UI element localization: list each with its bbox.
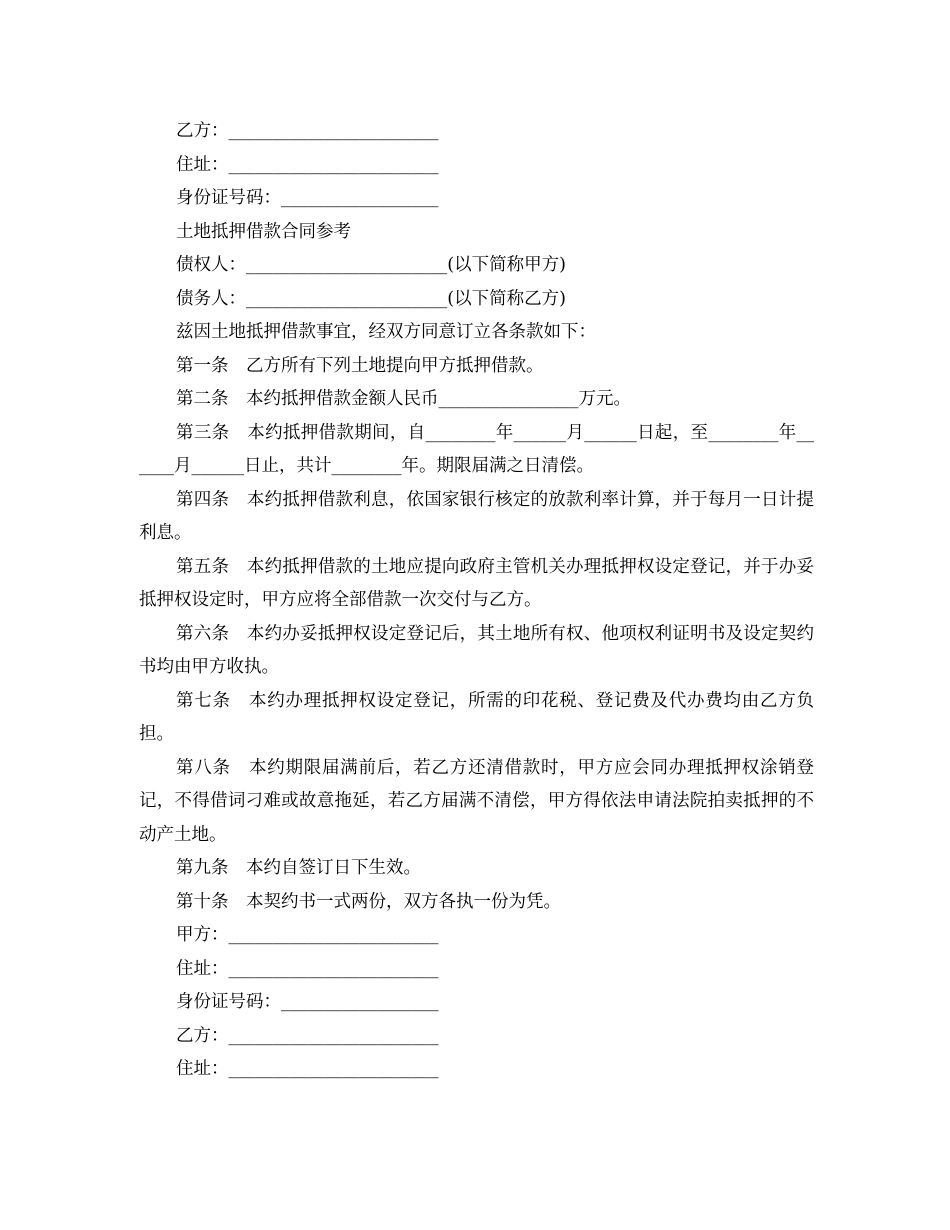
creditor-line: 债权人：_______________________(以下简称甲方) <box>176 255 566 275</box>
sign-id-number-a: 身份证号码：__________________ <box>176 992 439 1012</box>
preamble: 兹因土地抵押借款事宜，经双方同意订立各条款如下： <box>176 322 596 342</box>
sign-address-a: 住址：________________________ <box>176 958 439 979</box>
clause-4: 第四条 本约抵押借款利息，依国家银行核定的放款利率计算，并于每月一日计提利息。 <box>139 489 814 543</box>
sign-address-b: 住址：________________________ <box>176 1059 439 1079</box>
clause-10: 第十条 本契约书一式两份，双方各执一份为凭。 <box>176 891 561 912</box>
clause-5: 第五条 本约抵押借款的土地应提向政府主管机关办理抵押权设定登记，并于办妥抵押权设定时，甲方应将全部借款一次交付与乙方。 <box>139 556 814 610</box>
clause-3: 第三条 本约抵押借款期间，自________年______月______日起，至________年______月______日止，共计________年。期限届满之日清偿。 <box>139 422 814 476</box>
clause-6: 第六条 本约办妥抵押权设定登记后，其土地所有权、他项权利证明书及设定契约书均由甲方收执。 <box>139 623 814 677</box>
contract-title: 土地抵押借款合同参考 <box>176 221 351 242</box>
clause-1: 第一条 乙方所有下列土地提向甲方抵押借款。 <box>176 355 544 376</box>
clause-7: 第七条 本约办理抵押权设定登记，所需的印花税、登记费及代办费均由乙方负担。 <box>139 690 814 744</box>
id-number-line: 身份证号码：__________________ <box>176 188 439 208</box>
debtor-line: 债务人：_______________________(以下简称乙方) <box>176 288 566 309</box>
clause-8: 第八条 本约期限届满前后，若乙方还清借款时，甲方应会同办理抵押权涂销登记，不得借词刁难或故意拖延，若乙方届满不清偿，甲方得依法申请法院拍卖抵押的不动产土地。 <box>139 757 814 845</box>
address-line: 住址：________________________ <box>176 154 439 175</box>
contract-page <box>139 115 814 1087</box>
sign-party-b: 乙方：________________________ <box>176 1025 439 1046</box>
clause-9: 第九条 本约自签订日下生效。 <box>176 858 421 878</box>
sign-party-a: 甲方：________________________ <box>176 925 439 945</box>
clause-2: 第二条 本约抵押借款金额人民币________________万元。 <box>176 389 631 409</box>
party-b-line: 乙方：________________________ <box>176 121 439 141</box>
